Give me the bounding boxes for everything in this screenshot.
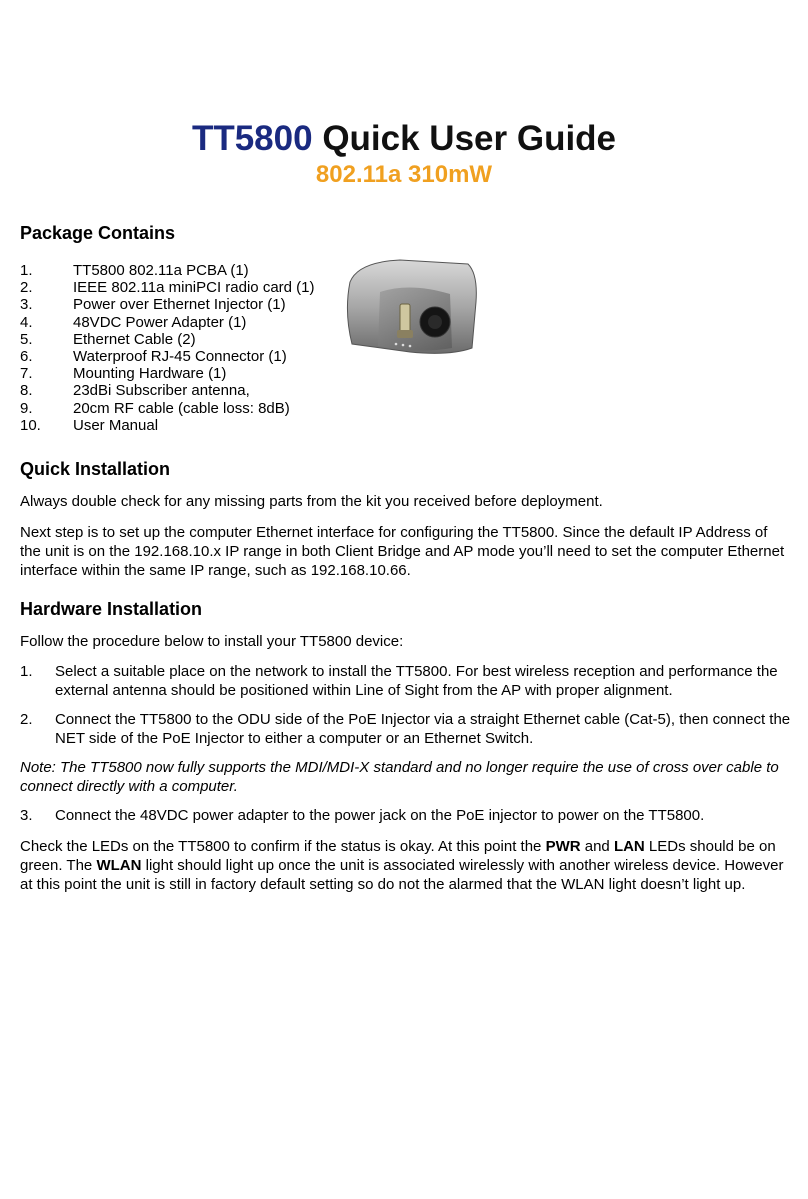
list-item: 2. IEEE 802.11a miniPCI radio card (1) xyxy=(20,279,315,297)
led-paragraph: Check the LEDs on the TT5800 to confirm if the status is okay. At this point the PWR and LAN LEDs should be on green. The WLAN light should light up once the unit is associated wirelessly with another wireless device. However at this point the unit is still in factory default setting so do not the alarmed that the WLAN light doesn’t light up. xyxy=(20,838,784,893)
list-item: 4. 48VDC Power Adapter (1) xyxy=(20,313,247,331)
list-item: 5. Ethernet Cable (2) xyxy=(20,330,196,348)
list-item: 1. Select a suitable place on the network to install the TT5800. For best wireless reception and performance the external antenna should be positioned within Line of Sight from the AP with proper alignment. xyxy=(20,663,778,699)
heading-hardware-installation: Hardware Installation xyxy=(20,599,203,619)
list-item: 1. TT5800 802.11a PCBA (1) xyxy=(20,262,249,279)
list-item: 6. Waterproof RJ-45 Connector (1) xyxy=(20,348,287,366)
paragraph: Next step is to set up the computer Ethernet interface for configuring the TT5800. Since the default IP Address of the unit is on the 192.168.10.x IP range in both Client Bridge and AP mode you’ll need to set the computer Ethernet interface within the same IP range, such as 192.168.10.66. xyxy=(20,524,785,579)
install-step-1 xyxy=(20,662,792,700)
list-item: 7. Mounting Hardware (1) xyxy=(20,365,227,383)
list-item: 10. User Manual xyxy=(20,416,159,434)
package-list xyxy=(20,262,350,434)
list-item: 8. 23dBi Subscriber antenna, xyxy=(20,382,250,400)
title-rest: Quick User Guide xyxy=(322,119,617,158)
paragraph: Always double check for any missing parts from the kit you received before deployment. xyxy=(20,493,603,510)
title-model: TT5800 xyxy=(191,119,313,158)
install-step-3 xyxy=(20,806,792,825)
paragraph: Follow the procedure below to install your TT5800 device: xyxy=(20,633,404,650)
list-item: 3. Connect the 48VDC power adapter to the power jack on the PoE injector to power on the TT5800. xyxy=(20,807,705,824)
wlan-label: WLAN xyxy=(96,857,142,874)
document-title xyxy=(0,119,808,159)
device-photo xyxy=(340,252,480,362)
heading-quick-installation: Quick Installation xyxy=(20,459,171,479)
list-item: 9. 20cm RF cable (cable loss: 8dB) xyxy=(20,399,290,417)
install-step-2 xyxy=(20,710,792,748)
note-paragraph: Note: The TT5800 now fully supports the MDI/MDI-X standard and no longer require the use of cross over cable to connect directly with a computer. xyxy=(20,759,779,795)
list-item: 3. Power over Ethernet Injector (1) xyxy=(20,296,286,314)
list-item: 2. Connect the TT5800 to the ODU side of the PoE Injector via a straight Ethernet cable (Cat-5), then connect the NET side of the PoE Injector to either a computer or an Ethernet Switch. xyxy=(20,711,791,747)
lan-label: LAN xyxy=(613,838,645,855)
pwr-label: PWR xyxy=(545,838,581,855)
heading-package-contains: Package Contains xyxy=(20,223,176,243)
document-subtitle: 802.11a 310mW xyxy=(315,161,493,188)
